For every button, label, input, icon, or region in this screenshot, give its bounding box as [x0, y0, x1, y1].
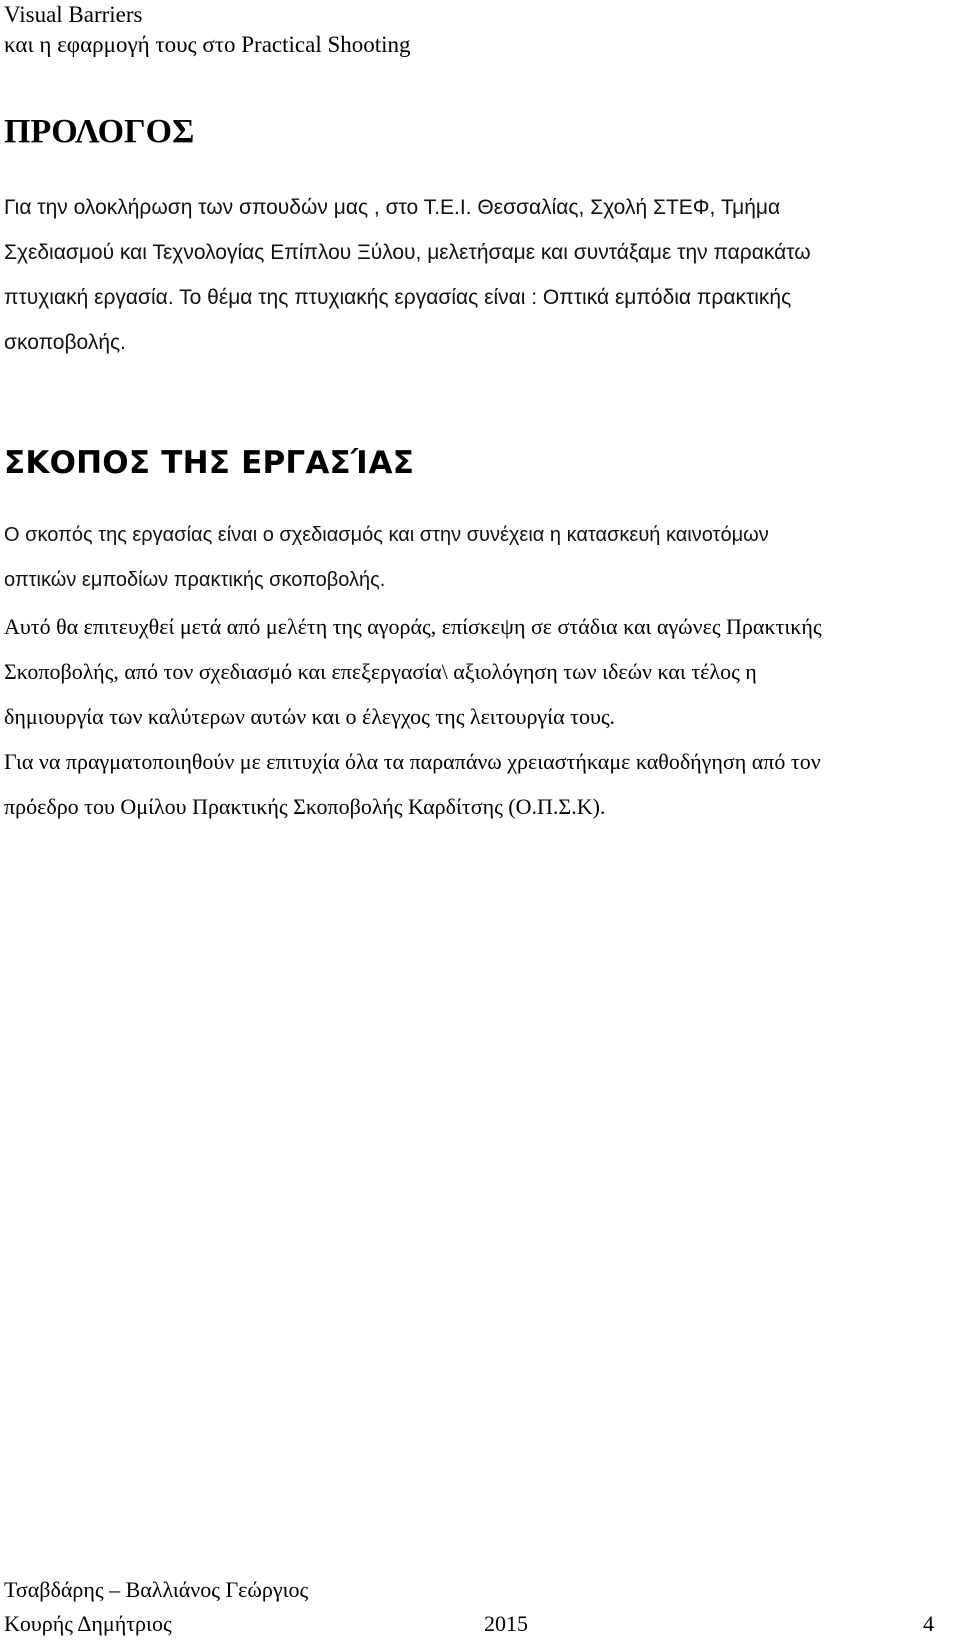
header-title-line-1: Visual Barriers — [4, 2, 143, 27]
running-header — [4, 0, 411, 60]
purpose-body-line: πρόεδρο του Ομίλου Πρακτικής Σκοποβολής Καρδίτσης (Ο.Π.Σ.Κ). — [4, 794, 606, 819]
page-number: 4 — [923, 1611, 934, 1636]
prologue-line: πτυχιακή εργασία. Το θέμα της πτυχιακής εργασίας είναι : Οπτικά εμπόδια πρακτικής — [4, 286, 792, 309]
purpose-body-line: Για να πραγματοποιηθούν με επιτυχία όλα τα παραπάνω χρειαστήκαμε καθοδήγηση από τον — [4, 749, 821, 774]
purpose-intro-line: Ο σκοπός της εργασίας είναι ο σχεδιασμός και στην συνέχεια η κατασκευή καινοτόμων — [4, 524, 769, 546]
purpose-body-line: δημιουργία των καλύτερων αυτών και ο έλεγχος της λειτουργία τους. — [4, 704, 616, 729]
prologue-heading: ΠΡΟΛΟΓΟΣ — [4, 113, 195, 150]
footer-author-2: Κουρής Δημήτριος — [4, 1611, 172, 1636]
purpose-body-line: Αυτό θα επιτευχθεί μετά από μελέτη της αγοράς, επίσκεψη σε στάδια και αγώνες Πρακτικής — [4, 614, 822, 639]
purpose-body-line: Σκοποβολής, από τον σχεδιασμό και επεξεργασία\ αξιολόγηση των ιδεών και τέλος η — [4, 659, 757, 684]
prologue-line: σκοποβολής. — [4, 331, 126, 354]
purpose-intro-paragraph — [4, 513, 929, 603]
footer-author-1: Τσαβδάρης – Βαλλιάνος Γεώργιος — [4, 1577, 309, 1602]
prologue-line: Σχεδιασμού και Τεχνολογίας Επίπλου Ξύλου, μελετήσαμε και συντάξαμε την παρακάτω — [4, 241, 811, 264]
footer-year: 2015 — [484, 1611, 528, 1636]
footer-row — [4, 1609, 934, 1639]
purpose-heading: ΣΚΟΠΟΣ ΤΗΣ ΕΡΓΑΣΊΑΣ — [4, 445, 415, 481]
purpose-body-paragraph — [4, 604, 944, 829]
header-title-line-2: και η εφαρμογή τους στο Practical Shooting — [4, 32, 411, 57]
prologue-line: Για την ολοκλήρωση των σπουδών μας , στο Τ.Ε.Ι. Θεσσαλίας, Σχολή ΣΤΕΦ, Τμήμα — [4, 196, 781, 219]
purpose-intro-line: οπτικών εμποδίων πρακτικής σκοποβολής. — [4, 569, 386, 591]
prologue-paragraph — [4, 185, 924, 365]
